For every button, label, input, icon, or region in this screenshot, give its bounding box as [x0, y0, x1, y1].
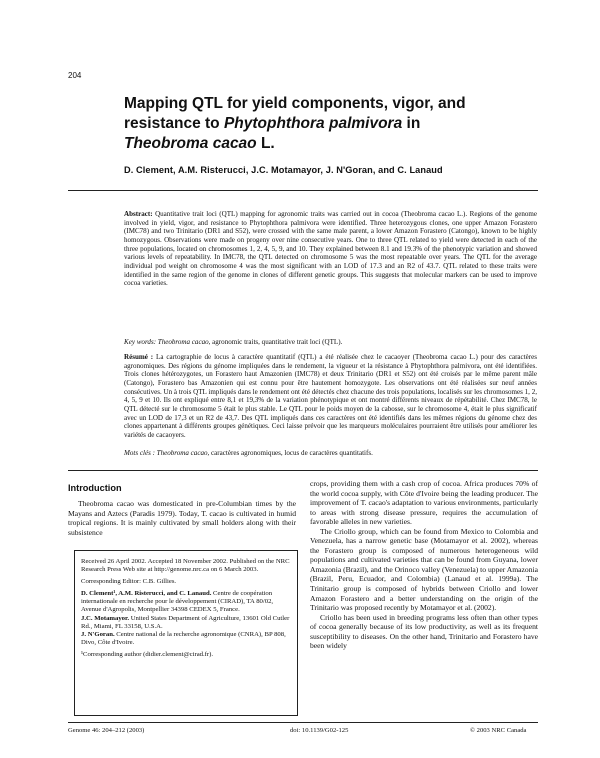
footer-divider — [68, 722, 538, 723]
intro-column-1: Theobroma cacao was domesticated in pre-Columbian times by the Mayans and Aztecs (Paradis 1979). Today, T. cacao is cultivated in humid tropical regions. It is mainly cultivated by small holders along with their subsistence — [68, 499, 296, 537]
footer-copyright: © 2003 NRC Canada — [470, 727, 527, 734]
resume: Résumé : La cartographie de locus à caractère quantitatif (QTL) a été réalisée chez le cacaoyer (Theobroma cacao L.) pour des caractères agronomiques. Des régions du génome impliquées dans le rendement, la vigueur et la résistance à Phytophthora palmivora, ont été identifiées. Trois clones hétérozygotes, un Forastero haut Amazonien (IMC78) et deux Trinitario (DR1 et S52) ont été croisés par le même parent mâle (Catongo), Forastero bas Amazonien qui est connu pour être hautement homozygote. Les observations ont été réalisées sur neuf années consécutives. Un à trois QTL impliqués dans le rendement ont été détectés chez chacune des trois populations, localisés sur les chromosomes 1, 2, 4, 5, 9 et 10. Ils ont expliqué entre 8,1 et 19,3% de la variation phénotypique et ont montré différents niveaux de répétabilité. Chez IMC78, le QTL détecté sur le chromosome 5 était le plus stable. Le QTL pour le poids moyen de la cabosse, sur le chromosome 4, était le plus significatif avec un LOD de 17,3 et un R2 de 43,7. Des QTL impliqués dans ces caractères ont été identifiés dans les mêmes régions du génome chez des clones appartenant à différents groupes génétiques. Ceci laisse prévoir que les marqueurs moléculaires pourraient être utilisés pour améliorer les variétés de cacaoyers. — [124, 353, 537, 439]
paper-title: Mapping QTL for yield components, vigor, and resistance to Phytophthora palmivora in Theobroma cacao L. — [124, 95, 466, 152]
article-info-text: Received 26 April 2002. Accepted 18 November 2002. Published on the NRC Research Press Web site at http://genome.nrc.ca on 6 March 2003. Corresponding Editor: C.B. Gillies. D. Clement¹, A.M. Risterucci, and C. Lanaud. Centre de coopération internationale en recherche pour le développement (CIRAD), TA 80/02, Avenue d'Agropolis, Montpellier 34398 CEDEX 5, France. J.C. Motamayor. United States Department of Agriculture, 13601 Old Cutler Rd., Miami, FL 33158, U.S.A. J. N'Goran. Centre national de la recherche agronomique (CNRA), BP 808, Divo, Côte d'Ivoire. ¹Corresponding author (didier.clement@cirad.fr). — [81, 558, 290, 658]
title-divider — [68, 190, 538, 191]
keywords: Key words: Theobroma cacao, agronomic traits, quantitative trait loci (QTL). — [124, 338, 343, 346]
footer-journal: Genome 46: 204–212 (2003) — [68, 727, 145, 734]
mots-cles: Mots clés : Theobroma cacao, caractères agronomiques, locus de caractères quantitatifs. — [124, 449, 373, 457]
page-number: 204 — [68, 71, 82, 80]
author-list: D. Clement, A.M. Risterucci, J.C. Motamayor, J. N'Goran, and C. Lanaud — [124, 165, 443, 175]
footer-doi: doi: 10.1139/G02-125 — [290, 727, 349, 734]
abstract: Abstract: Quantitative trait loci (QTL) mapping for agronomic traits was carried out in cocoa (Theobroma cacao L.). Regions of the genome involved in yield, vigor, and resistance to Phytophthora palmivora were identified. Three heterozygous clones, one upper Amazon Forastero (IMC78) and two Trinitario (DR1 and S52), were crossed with the same male parent, a lower Amazon Forastero (Catongo), known to be highly homozygous. Observations were made on progeny over nine consecutive years. One to three QTL related to yield were detected in each of the three populations, located on chromosomes 1, 2, 4, 5, 9, and 10. They explained between 8.1 and 19.3% of the phenotypic variation and showed various levels of repeatability. In IMC78, the QTL detected on chromosome 5 was the most repeatable over years. The QTL for the average individual pod weight on chromosome 4 was the most significant with an LOD of 17.3 and an R2 of 43.7. QTL related to these traits were identified in the same region of the genome in clones of different genetic groups. This suggests that molecular markers can be used to improve cocoa varieties. — [124, 210, 537, 288]
section-heading-introduction: Introduction — [68, 483, 122, 493]
abstract-divider — [68, 470, 538, 471]
intro-column-2: crops, providing them with a cash crop of cocoa. Africa produces 70% of the world cocoa supply, with Côte d'Ivoire being the leading producer. The improvement of T. cacao's adaptation to various environments, particularly to areas with strong disease pressure, requires the accumulation of favorable alleles in new varieties. The Criollo group, which can be found from Mexico to Colombia and Venezuela, has a narrow genetic base (Motamayor et al. 2002), whereas the Forastero group is composed of numerous heterogeneous wild populations and cultivated varieties that can be found from Guyana, lower Amazonia (Brazil), and the Orinoco valley (Venezuela) to upper Amazonia (Brazil, Peru, Ecuador, and Colombia) (Lanaud et al. 1999a). The Trinitario group is composed of hybrids between Criollo and lower Amazon Forastero and a better understanding on the origin of the Trinitario was proposed recently by Motamayor et al. (2002). Criollo has been used in breeding programs less often than other types of cocoa generally because of its low productivity, as well as its frequent susceptibility to diseases. On the other hand, Trinitario and Forastero have been widely — [310, 479, 538, 651]
